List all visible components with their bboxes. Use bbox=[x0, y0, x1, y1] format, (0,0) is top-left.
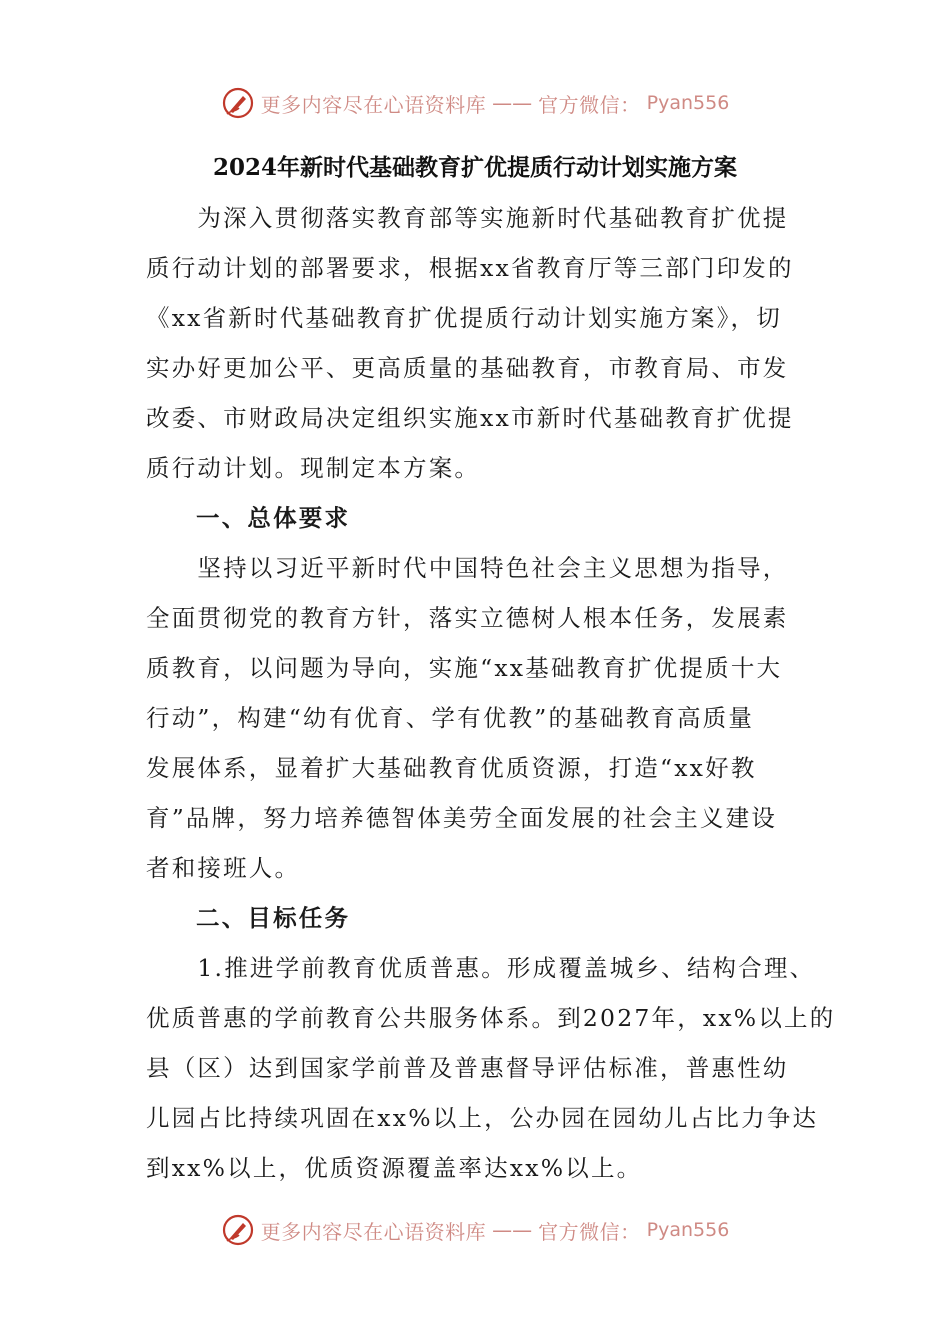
watermark-header bbox=[0, 83, 950, 123]
paragraph-line: 发展体系，显着扩大基础教育优质资源，打造“xx好教 bbox=[146, 754, 757, 782]
paragraph-line: 到xx%以上，优质资源覆盖率达xx%以上。 bbox=[146, 1154, 643, 1182]
paragraph-line: 改委、市财政局决定组织实施xx市新时代基础教育扩优提 bbox=[146, 404, 794, 432]
watermark-separator: —— bbox=[492, 91, 533, 115]
pen-logo-icon bbox=[221, 1213, 255, 1247]
paragraph-line: 坚持以习近平新时代中国特色社会主义思想为指导， bbox=[146, 554, 789, 582]
watermark-text: 更多内容尽在心语资料库 bbox=[260, 92, 487, 117]
watermark-account: Pyan556 bbox=[646, 92, 730, 114]
paragraph-line: 者和接班人。 bbox=[146, 854, 301, 882]
watermark-text: 更多内容尽在心语资料库 bbox=[260, 1219, 487, 1244]
paragraph-line: 育”品牌，努力培养德智体美劳全面发展的社会主义建设 bbox=[146, 804, 778, 832]
watermark-account: Pyan556 bbox=[646, 1219, 730, 1241]
paragraph-line: 为深入贯彻落实教育部等实施新时代基础教育扩优提 bbox=[146, 204, 789, 232]
document-title: 2024年新时代基础教育扩优提质行动计划实施方案 bbox=[212, 154, 737, 181]
watermark-label: 官方微信： bbox=[538, 1219, 641, 1244]
section1-paragraph bbox=[146, 543, 810, 893]
paragraph-line: 儿园占比持续巩固在xx%以上，公办园在园幼儿占比力争达 bbox=[146, 1104, 819, 1132]
paragraph-line: 行动”，构建“幼有优育、学有优教”的基础教育高质量 bbox=[146, 704, 755, 732]
paragraph-line: 全面贯彻党的教育方针，落实立德树人根本任务，发展素 bbox=[146, 604, 789, 632]
pen-logo-icon bbox=[221, 86, 255, 120]
intro-paragraph bbox=[146, 193, 810, 493]
paragraph-line: 优质普惠的学前教育公共服务体系。到2027年，xx%以上的 bbox=[146, 1004, 836, 1032]
paragraph-line: 1.推进学前教育优质普惠。形成覆盖城乡、结构合理、 bbox=[146, 954, 816, 982]
paragraph-line: 实办好更加公平、更高质量的基础教育，市教育局、市发 bbox=[146, 354, 789, 382]
paragraph-line: 质行动计划的部署要求，根据xx省教育厅等三部门印发的 bbox=[146, 254, 794, 282]
watermark-label: 官方微信： bbox=[538, 92, 641, 117]
watermark-footer bbox=[0, 1210, 950, 1250]
watermark-separator: —— bbox=[492, 1218, 533, 1242]
section2-paragraph bbox=[146, 943, 836, 1193]
paragraph-line: 县（区）达到国家学前普及普惠督导评估标准，普惠性幼 bbox=[146, 1054, 789, 1082]
section-heading-goals-tasks: 二、目标任务 bbox=[196, 904, 351, 932]
paragraph-line: 质教育，以问题为导向，实施“xx基础教育扩优提质十大 bbox=[146, 654, 783, 682]
paragraph-line: 质行动计划。现制定本方案。 bbox=[146, 454, 481, 482]
paragraph-line: 《xx省新时代基础教育扩优提质行动计划实施方案》，切 bbox=[146, 304, 782, 332]
section-heading-overall-requirements: 一、总体要求 bbox=[196, 504, 351, 532]
